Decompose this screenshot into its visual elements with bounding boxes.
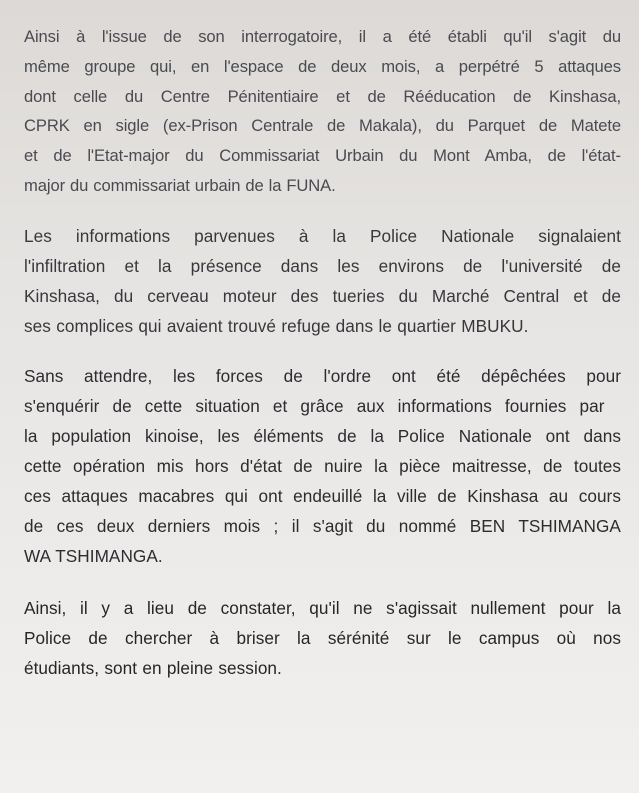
paragraph-line: étudiants, sont en pleine session.: [24, 657, 282, 678]
paragraph-line: CPRK en sigle (ex-Prison Centrale de Makala), du Parquet de Matete: [24, 116, 621, 136]
paragraph-line: dont celle du Centre Pénitentiaire et de Rééducation de Kinshasa,: [24, 86, 621, 106]
paragraph-line: Ainsi, il y a lieu de constater, qu'il ne s'agissait nullement pour la: [24, 597, 621, 618]
paragraph-line: cette opération mis hors d'état de nuire la pièce maitresse, de toutes: [24, 455, 622, 476]
paragraph-line: s'enquérir de cette situation et grâce aux informations fournies par: [24, 395, 605, 416]
paragraph-line: de ces deux derniers mois ; il s'agit du nommé BEN TSHIMANGA: [24, 515, 621, 536]
paragraph-line: Sans attendre, les forces de l'ordre ont été dépêchées pour: [24, 365, 621, 386]
paragraph-line: Kinshasa, du cerveau moteur des tueries du Marché Central et de: [24, 285, 622, 306]
paragraph-interrogation: [24, 22, 621, 201]
paragraph-line: major du commissariat urbain de la FUNA.: [24, 175, 336, 195]
paragraph-line: WA TSHIMANGA.: [24, 545, 163, 566]
paragraph-line: Les informations parvenues à la Police Nationale signalaient: [24, 225, 621, 246]
paragraph-conclusion: [24, 593, 621, 683]
paragraph-operation: [24, 361, 621, 571]
paragraph-line: Police de chercher à briser la sérénité sur le campus où nos: [24, 627, 622, 648]
paragraph-line: même groupe qui, en l'espace de deux mois, a perpétré 5 attaques: [24, 56, 621, 76]
paragraph-line: ses complices qui avaient trouvé refuge dans le quartier MBUKU.: [24, 315, 529, 336]
paragraph-informations: [24, 221, 621, 341]
paragraph-line: l'infiltration et la présence dans les environs de l'université de: [24, 255, 621, 276]
paragraph-line: la population kinoise, les éléments de la Police Nationale ont dans: [24, 425, 621, 446]
paragraph-line: Ainsi à l'issue de son interrogatoire, il a été établi qu'il s'agit du: [24, 27, 622, 46]
paragraph-line: ces attaques macabres qui ont endeuillé la ville de Kinshasa au cours: [24, 485, 621, 506]
paragraph-line: et de l'Etat-major du Commissariat Urbain du Mont Amba, de l'état-: [24, 146, 621, 166]
